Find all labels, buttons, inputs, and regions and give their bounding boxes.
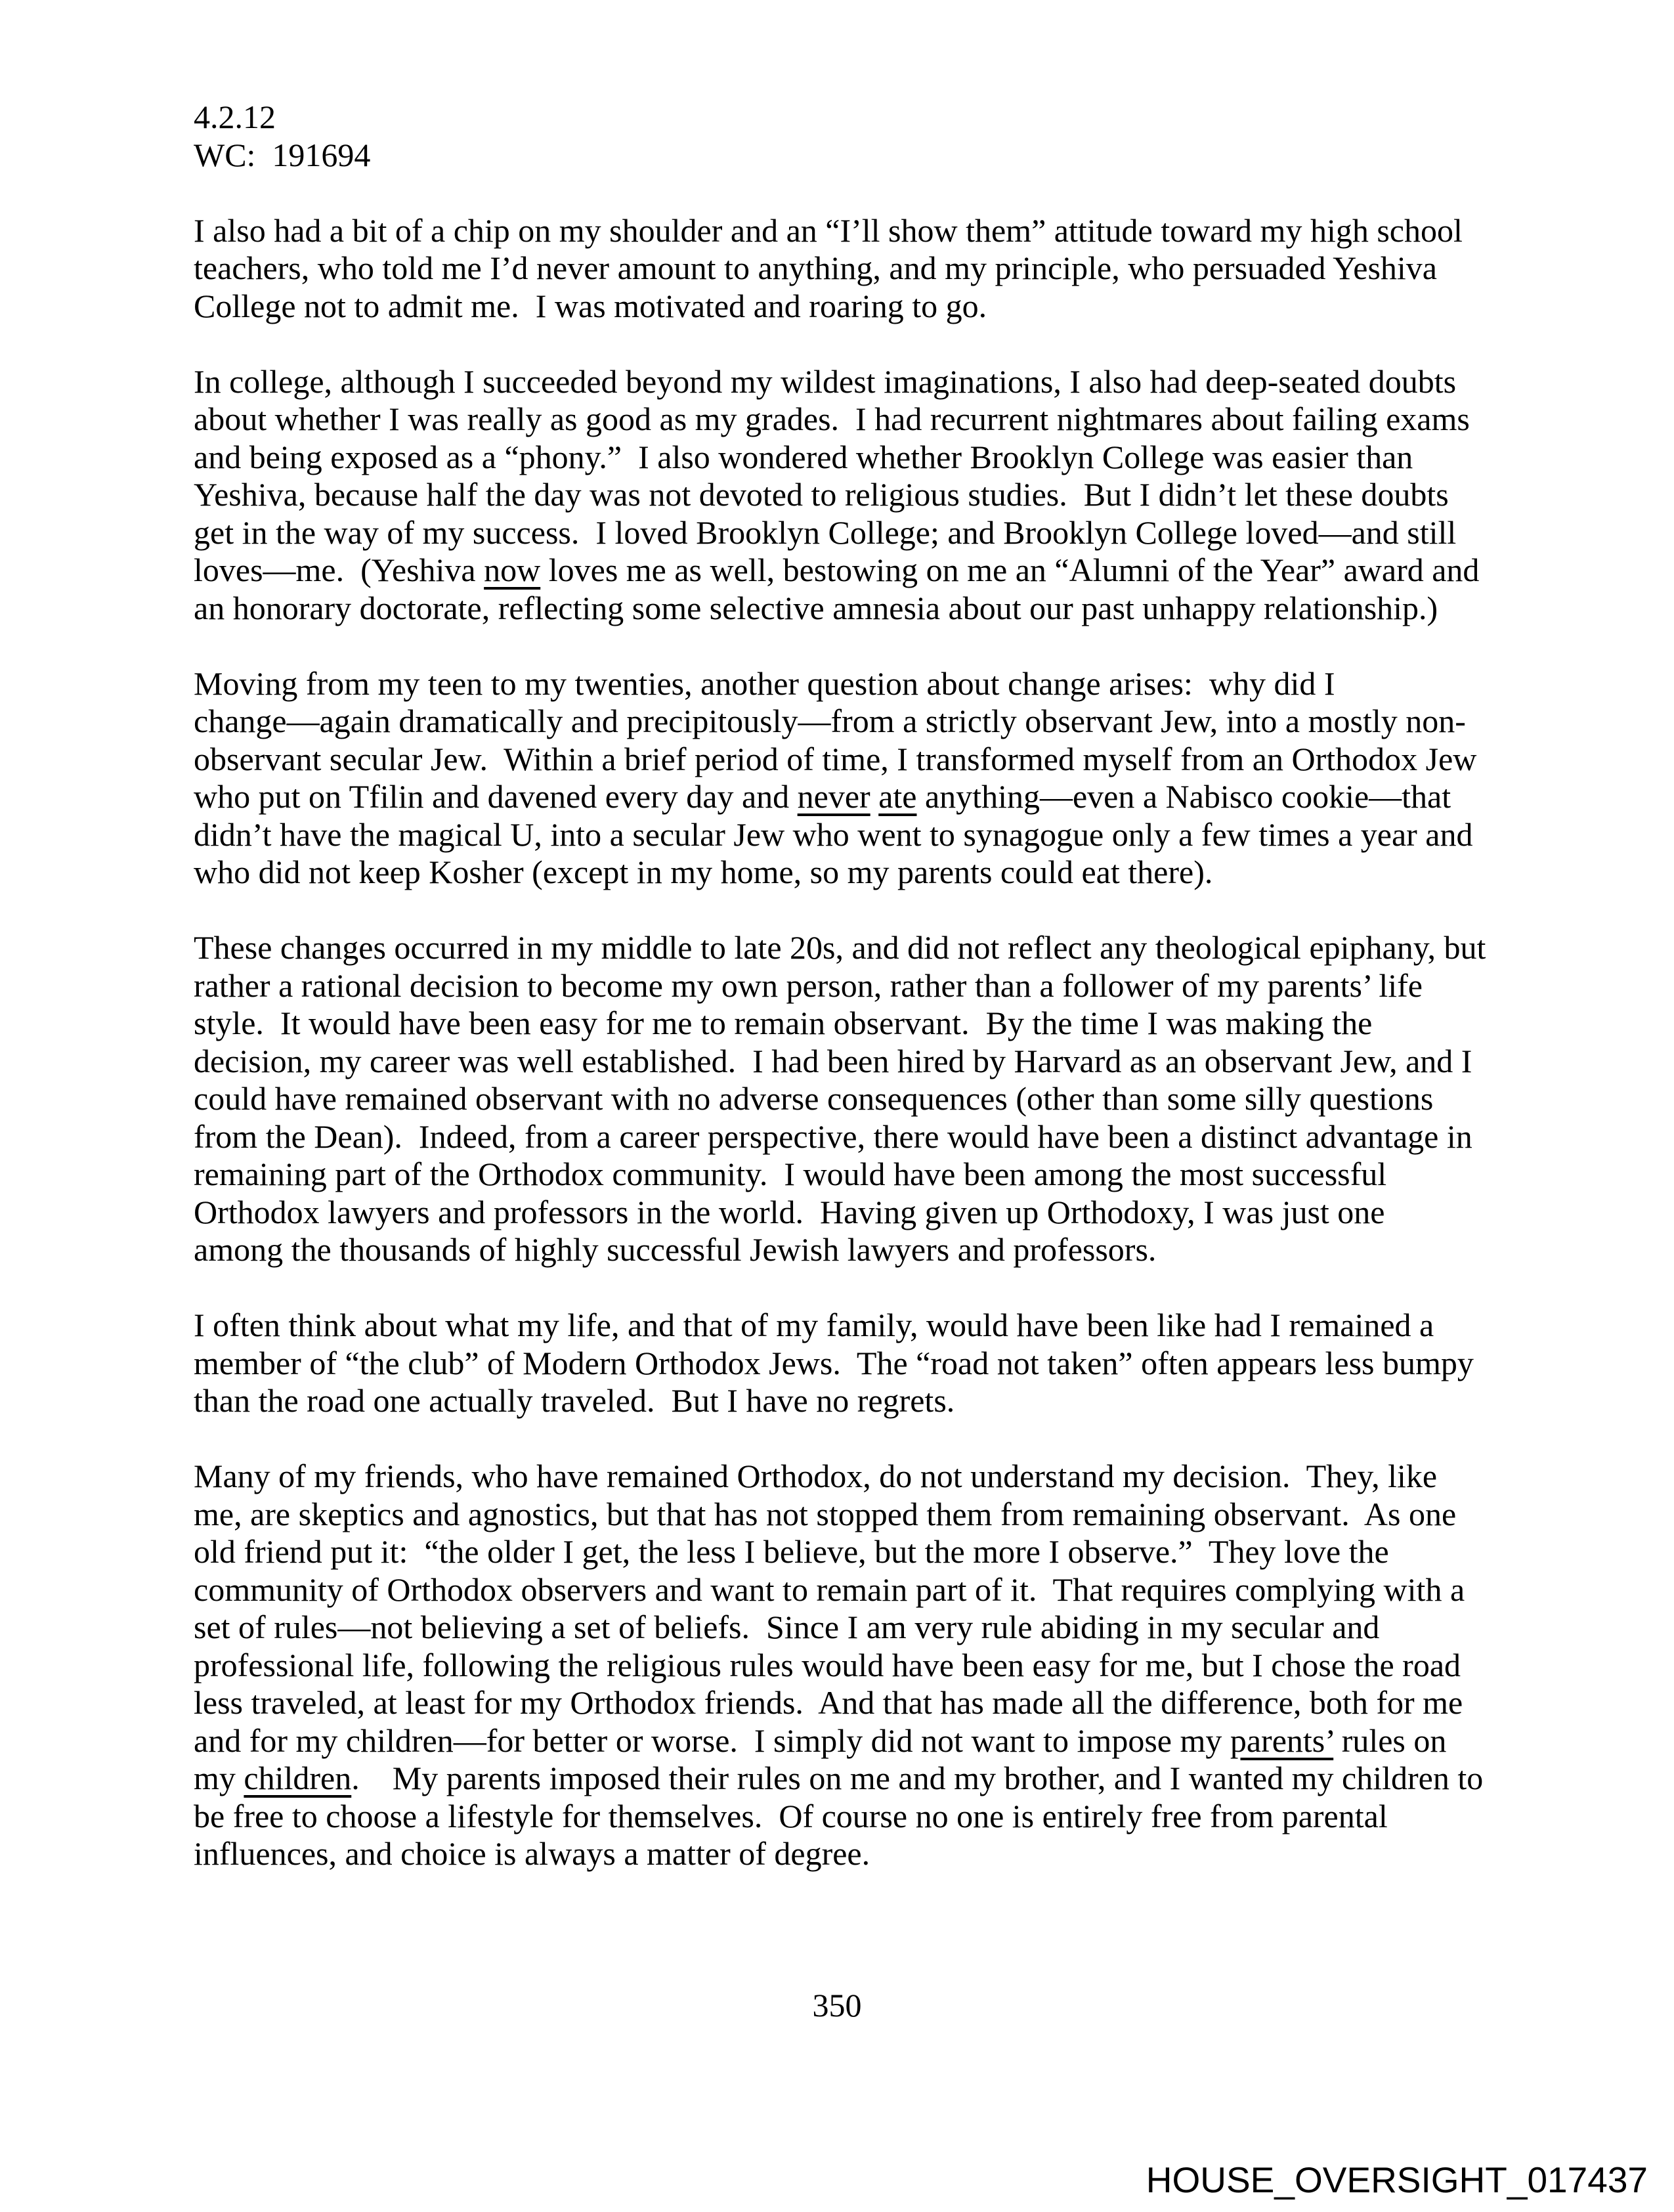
text-line: rather a rational decision to become my own person, rather than a follower of my parents’ life <box>194 966 1423 1004</box>
paragraph <box>194 1307 1625 1420</box>
text-line: my children. My parents imposed their rules on me and my brother, and I wanted my children to <box>194 1760 1484 1796</box>
underlined-text: children <box>244 1760 352 1796</box>
text-line: Orthodox lawyers and professors in the world. Having given up Orthodoxy, I was just one <box>194 1193 1385 1230</box>
underlined-text: ate <box>878 778 917 815</box>
text-line: influences, and choice is always a matter of degree. <box>194 1835 870 1872</box>
paragraph <box>194 665 1625 892</box>
text-line: and for my children—for better or worse. I simply did not want to impose my parents’ rules on <box>194 1722 1447 1759</box>
text-line: I also had a bit of a chip on my shoulder and an “I’ll show them” attitude toward my high school <box>194 211 1463 249</box>
text-line: loves—me. (Yeshiva now loves me as well, bestowing on me an “Alumni of the Year” award and <box>194 552 1480 588</box>
text-line: teachers, who told me I’d never amount to anything, and my principle, who persuaded Yeshiva <box>194 249 1437 286</box>
underlined-text: now <box>484 552 541 588</box>
text-line: be free to choose a lifestyle for themselves. Of course no one is entirely free from parental <box>194 1797 1388 1834</box>
text-line: and being exposed as a “phony.” I also wondered whether Brooklyn College was easier than <box>194 438 1413 475</box>
header-word-count: WC: 191694 <box>194 136 371 173</box>
text-line: professional life, following the religious rules would have been easy for me, but I chose the road <box>194 1646 1461 1683</box>
text-line: Yeshiva, because half the day was not devoted to religious studies. But I didn’t let these doubts <box>194 476 1449 513</box>
text-line: about whether I was really as good as my grades. I had recurrent nightmares about failing exams <box>194 401 1470 437</box>
text-line: didn’t have the magical U, into a secular Jew who went to synagogue only a few times a year and <box>194 815 1473 853</box>
text-line: among the thousands of highly successful Jewish lawyers and professors. <box>194 1231 1157 1268</box>
text-line: member of “the club” of Modern Orthodox Jews. The “road not taken” often appears less bumpy <box>194 1344 1474 1381</box>
text-line: Many of my friends, who have remained Orthodox, do not understand my decision. They, like <box>194 1458 1438 1494</box>
paragraph <box>194 1458 1625 1873</box>
text-line: College not to admit me. I was motivated and roaring to go. <box>194 287 987 324</box>
text-line: old friend put it: “the older I get, the less I believe, but the more I observe.” They love the <box>194 1533 1389 1570</box>
document-body <box>194 212 1625 1873</box>
text-line: change—again dramatically and precipitously—from a strictly observant Jew, into a mostly non- <box>194 703 1466 739</box>
text-line: decision, my career was well established. I had been hired by Harvard as an observant Jew, and I <box>194 1042 1472 1079</box>
text-line: observant secular Jew. Within a brief period of time, I transformed myself from an Orthodox Jew <box>194 740 1477 777</box>
bates-stamp: HOUSE_OVERSIGHT_017437 <box>1146 2159 1648 2200</box>
text-line: get in the way of my success. I loved Brooklyn College; and Brooklyn College loved—and still <box>194 513 1457 551</box>
text-line: Moving from my teen to my twenties, another question about change arises: why did I <box>194 664 1335 702</box>
text-line: These changes occurred in my middle to late 20s, and did not reflect any theological epiphany, but <box>194 929 1486 966</box>
text-line: In college, although I succeeded beyond my wildest imaginations, I also had deep-seated doubts <box>194 362 1457 400</box>
text-line: an honorary doctorate, reflecting some selective amnesia about our past unhappy relationship.) <box>194 589 1438 626</box>
text-line: could have remained observant with no adverse consequences (other than some silly questions <box>194 1080 1434 1117</box>
paragraph <box>194 363 1625 628</box>
text-line: remaining part of the Orthodox community. I would have been among the most successful <box>194 1156 1387 1192</box>
underlined-text: never <box>797 778 870 815</box>
paragraph <box>194 212 1625 326</box>
text-line: I often think about what my life, and that of my family, would have been like had I remained a <box>194 1307 1434 1343</box>
text-line: from the Dean). Indeed, from a career perspective, there would have been a distinct advantage in <box>194 1117 1472 1155</box>
page-number: 350 <box>812 1987 862 2024</box>
header-date: 4.2.12 <box>194 98 276 135</box>
text-line: community of Orthodox observers and want to remain part of it. That requires complying with a <box>194 1571 1465 1608</box>
document-content <box>194 98 1625 1911</box>
paragraph <box>194 929 1625 1269</box>
text-line: me, are skeptics and agnostics, but that has not stopped them from remaining observant. As one <box>194 1495 1457 1532</box>
text-line: who did not keep Kosher (except in my home, so my parents could eat there). <box>194 854 1213 890</box>
text-line: style. It would have been easy for me to remain observant. By the time I was making the <box>194 1005 1373 1041</box>
document-header <box>194 98 1625 174</box>
text-line: less traveled, at least for my Orthodox friends. And that has made all the difference, both for me <box>194 1684 1463 1721</box>
text-line: who put on Tfilin and davened every day and never ate anything—even a Nabisco cookie—that <box>194 778 1451 815</box>
text-line: than the road one actually traveled. But I have no regrets. <box>194 1382 955 1419</box>
text-line: set of rules—not believing a set of beliefs. Since I am very rule abiding in my secular and <box>194 1609 1380 1645</box>
underlined-text: parents’ <box>1230 1722 1334 1759</box>
